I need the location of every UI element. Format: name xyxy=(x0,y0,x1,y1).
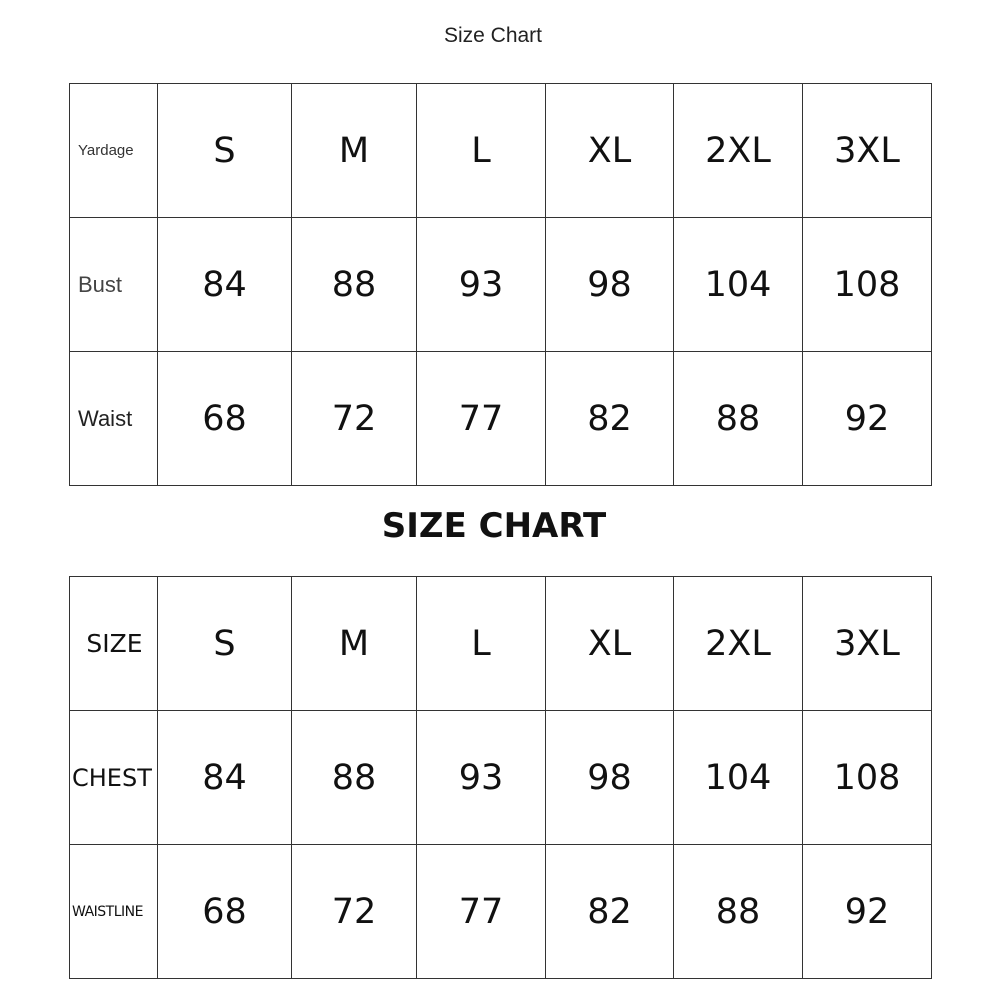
waist-value: 77 xyxy=(417,352,546,486)
bust-value: 93 xyxy=(417,218,546,352)
waistline-value: 77 xyxy=(417,845,546,979)
chest-value: 98 xyxy=(546,711,674,845)
chest-value: 93 xyxy=(417,711,546,845)
size-header: SIZE xyxy=(70,577,158,711)
size-l: L xyxy=(417,84,546,218)
size-xl: XL xyxy=(546,84,674,218)
waistline-value: 92 xyxy=(803,845,932,979)
bust-value: 104 xyxy=(674,218,803,352)
bust-value: 98 xyxy=(546,218,674,352)
waist-value: 72 xyxy=(292,352,417,486)
header-row xyxy=(70,577,932,711)
waistline-value: 82 xyxy=(546,845,674,979)
waist-value: 92 xyxy=(803,352,932,486)
size-3xl: 3XL xyxy=(803,84,932,218)
chest-value: 84 xyxy=(158,711,292,845)
size-l: L xyxy=(417,577,546,711)
bust-value: 88 xyxy=(292,218,417,352)
size-m: M xyxy=(292,84,417,218)
chest-value: 108 xyxy=(803,711,932,845)
chest-label: CHEST xyxy=(70,711,158,845)
size-chart-title: Size Chart xyxy=(443,24,543,47)
waistline-value: 88 xyxy=(674,845,803,979)
header-row xyxy=(70,84,932,218)
waist-row xyxy=(70,352,932,486)
waistline-value: 68 xyxy=(158,845,292,979)
size-s: S xyxy=(158,84,292,218)
chest-row xyxy=(70,711,932,845)
size-chart-heading: SIZE CHART xyxy=(381,506,607,546)
size-2xl: 2XL xyxy=(674,84,803,218)
waist-value: 82 xyxy=(546,352,674,486)
waistline-row xyxy=(70,845,932,979)
size-table-1 xyxy=(69,83,932,486)
bust-label: Bust xyxy=(70,218,158,352)
chest-value: 88 xyxy=(292,711,417,845)
waist-value: 88 xyxy=(674,352,803,486)
size-table-2 xyxy=(69,576,932,979)
waistline-label: WAISTLINE xyxy=(70,845,158,979)
size-s: S xyxy=(158,577,292,711)
yardage-header: Yardage xyxy=(70,84,158,218)
waist-label: Waist xyxy=(70,352,158,486)
waistline-value: 72 xyxy=(292,845,417,979)
bust-row xyxy=(70,218,932,352)
waist-value: 68 xyxy=(158,352,292,486)
size-2xl: 2XL xyxy=(674,577,803,711)
size-3xl: 3XL xyxy=(803,577,932,711)
bust-value: 108 xyxy=(803,218,932,352)
size-xl: XL xyxy=(546,577,674,711)
bust-value: 84 xyxy=(158,218,292,352)
chest-value: 104 xyxy=(674,711,803,845)
size-m: M xyxy=(292,577,417,711)
